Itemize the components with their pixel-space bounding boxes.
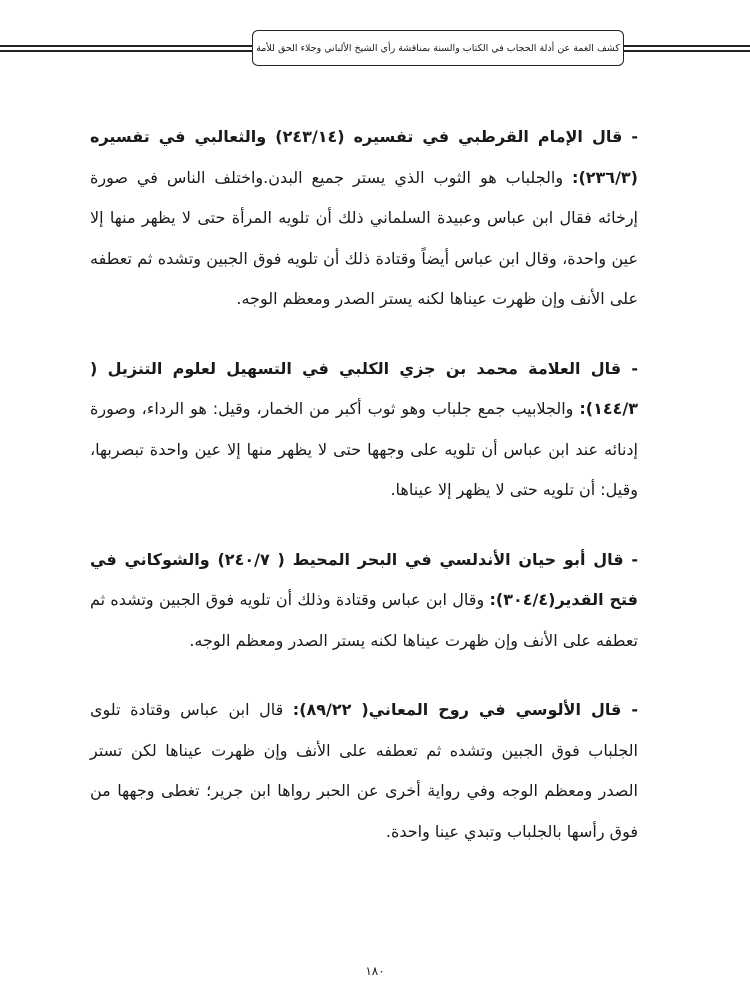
paragraph-body: قال ابن عباس وقتادة تلوى الجلباب فوق الجبين وتشده ثم تعطفه على الأنف وإن ظهرت عيناها لكن تستر الصدر ومعظم الوجه وفي رواية أخرى عن الحبر رواها ابن جرير؛ تغطى وجهها من فوق رأسها بالجلباب وتبدي عينا واحدة. bbox=[90, 700, 638, 841]
paragraph-ibn-juzay bbox=[90, 349, 638, 511]
paragraph-body: والجلابيب جمع جلباب وهو ثوب أكبر من الخمار، وقيل: هو الرداء، وصورة إدنائه عند ابن عباس أن تلويه على وجهها حتى لا يظهر منها إلا عين واحدة تبصربها، وقيل: أن تلويه حتى لا يظهر إلا عيناها. bbox=[90, 399, 638, 499]
paragraph-abu-hayyan bbox=[90, 540, 638, 662]
paragraph-title: - قال أبو حيان الأندلسي في البحر المحيط ( ٢٤٠/٧) والشوكاني في فتح القدير(٣٠٤/٤): bbox=[90, 549, 638, 609]
header-rule-right bbox=[622, 45, 750, 47]
paragraph-title: - قال الإمام القرطبي في تفسيره (٢٤٣/١٤) والثعالبي في تفسيره (٢٣٦/٣): bbox=[90, 127, 639, 187]
page-number: ١٨٠ bbox=[365, 964, 385, 978]
paragraph-body: وقال ابن عباس وقتادة وذلك أن تلويه فوق الجبين وتشده ثم تعطفه على الأنف وإن ظهرت عيناها لكنه يستر الصدر ومعظم الوجه. bbox=[90, 590, 638, 650]
header-rule-left-2 bbox=[0, 50, 252, 52]
paragraph-alusi bbox=[90, 690, 638, 852]
paragraph-title: - قال الألوسي في روح المعاني( ٨٩/٢٢): bbox=[292, 700, 638, 719]
paragraph-body: والجلباب هو الثوب الذي يستر جميع البدن.واختلف الناس في صورة إرخائه فقال ابن عباس وعبيدة السلماني ذلك أن تلويه المرأة حتى لا يظهر منها إلا عين واحدة، وقال ابن عباس أيضاً وقتادة ذلك أن تلويه فوق الجبين وتشده ثم تعطفه على الأنف وإن ظهرت عيناها لكنه يستر الصدر ومعظم الوجه. bbox=[90, 167, 638, 308]
header-rule-left bbox=[0, 45, 252, 47]
running-header bbox=[252, 30, 624, 66]
paragraph-qurtubi bbox=[90, 117, 638, 320]
header-rule-right-2 bbox=[622, 50, 750, 52]
page-body bbox=[90, 117, 638, 881]
running-title: كشف الغمة عن أدلة الحجاب في الكتاب والسنة بمناقشة رأي الشيخ الألباني وجلاء الحق للأمة bbox=[256, 42, 620, 54]
paragraph-title: - قال العلامة محمد بن جزي الكلبي في التسهيل لعلوم التنزيل ( ١٤٤/٣): bbox=[90, 358, 638, 418]
